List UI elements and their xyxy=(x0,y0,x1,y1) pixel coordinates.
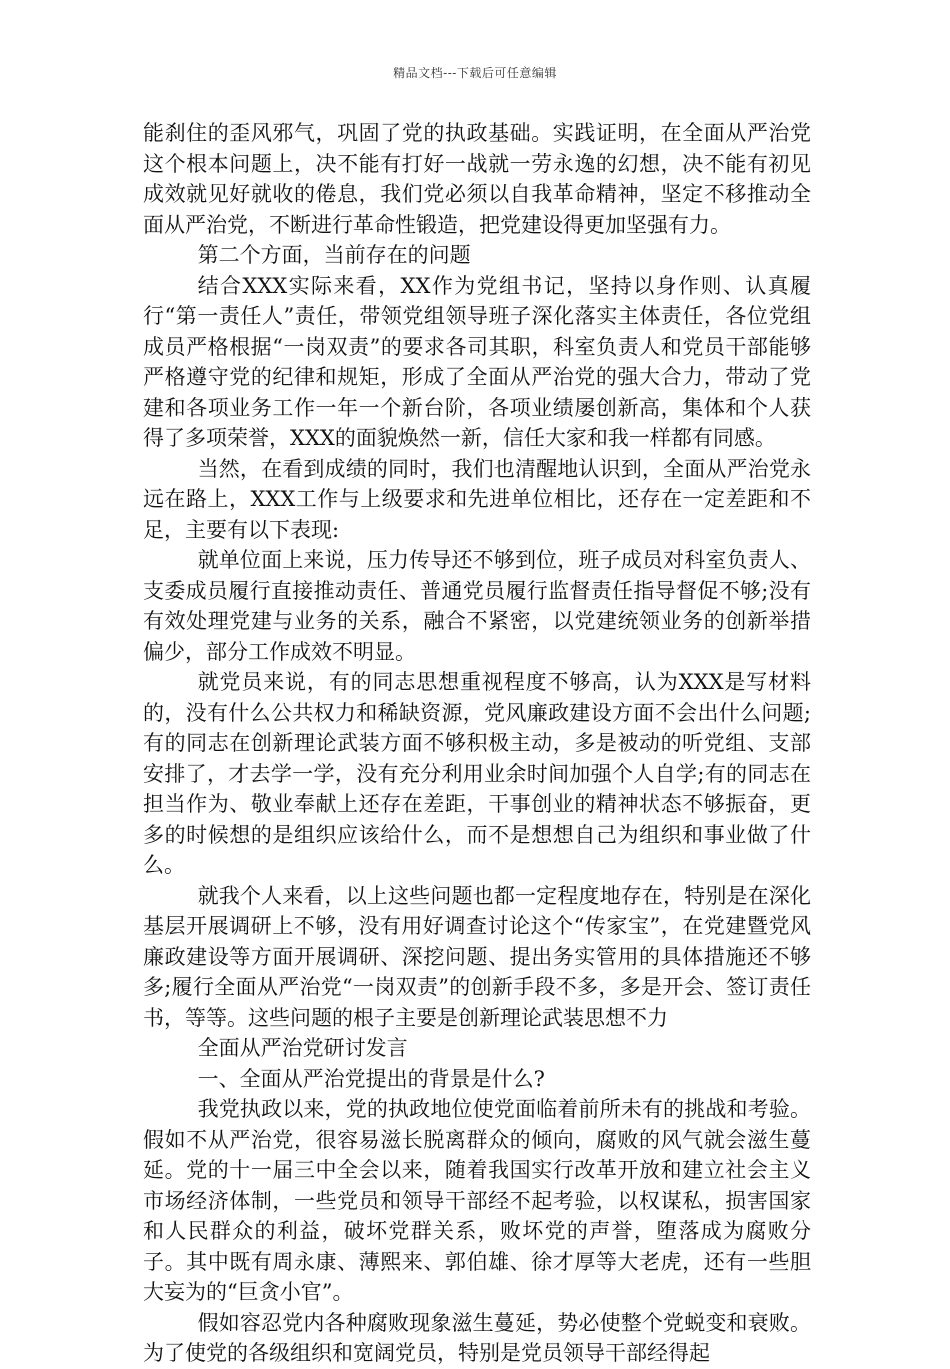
paragraph: 假如容忍党内各种腐败现象滋生蔓延，势必使整个党蜕变和衰败。为了使党的各级组织和宽阔党员，特别是党员领导干部经得起 xyxy=(143,1310,811,1365)
paragraph: 我党执政以来，党的执政地位使党面临着前所未有的挑战和考验。假如不从严治党，很容易滋长脱离群众的倾向，腐败的风气就会滋生蔓延。党的十一届三中全会以来，随着我国实行改革开放和建立社会主义市场经济体制，一些党员和领导干部经不起考验，以权谋私，损害国家和人民群众的利益，破坏党群关系，败坏党的声誉，堕落成为腐败分子。其中既有周永康、薄熙来、郭伯雄、徐才厚等大老虎，还有一些胆大妄为的“巨贪小官”。 xyxy=(143,1097,811,1304)
page-header: 精品文档---下载后可任意编辑 xyxy=(393,66,557,80)
paragraph: 就党员来说，有的同志思想重视程度不够高，认为XXX是写材料的，没有什么公共权力和稀缺资源，党风廉政建设方面不会出什么问题;有的同志在创新理论武装方面不够积极主动，多是被动的听党组、支部安排了，才去学一学，没有充分利用业余时间加强个人自学;有的同志在担当作为、敬业奉献上还存在差距，干事创业的精神状态不够振奋，更多的时候想的是组织应该给什么，而不是想想自己为组织和事业做了什么。 xyxy=(143,670,811,877)
paragraph-continuation: 能刹住的歪风邪气，巩固了党的执政基础。实践证明，在全面从严治党这个根本问题上，决不能有打好一战就一劳永逸的幻想，决不能有初见成效就见好就收的倦息，我们党必须以自我革命精神，坚定不移推动全面从严治党，不断进行革命性锻造，把党建设得更加坚强有力。 xyxy=(143,121,811,237)
paragraph: 就单位面上来说，压力传导还不够到位，班子成员对科室负责人、支委成员履行直接推动责任、普通党员履行监督责任指导督促不够;没有有效处理党建与业务的关系，融合不紧密，以党建统领业务的创新举措偏少，部分工作成效不明显。 xyxy=(143,548,811,664)
paragraph: 当然，在看到成绩的同时，我们也清醒地认识到，全面从严治党永远在路上，XXX工作与上级要求和先进单位相比，还存在一定差距和不足，主要有以下表现: xyxy=(143,456,811,542)
section-heading-current-problems: 第二个方面，当前存在的问题 xyxy=(197,243,471,267)
document-subtitle: 全面从严治党研讨发言 xyxy=(197,1036,408,1060)
paragraph: 结合XXX实际来看，XX作为党组书记，坚持以身作则、认真履行“第一责任人”责任，带领党组领导班子深化落实主体责任，各位党组成员严格根据“一岗双责”的要求各司其职，科室负责人和党员干部能够严格遵守党的纪律和规矩，形成了全面从严治党的强大合力，带动了党建和各项业务工作一年一个新台阶，各项业绩屡创新高，集体和个人获得了多项荣誉，XXX的面貌焕然一新，信任大家和我一样都有同感。 xyxy=(143,273,811,450)
paragraph: 就我个人来看，以上这些问题也都一定程度地存在，特别是在深化基层开展调研上不够，没有用好调查讨论这个“传家宝”，在党建暨党风廉政建设等方面开展调研、深挖问题、提出务实管用的具体措施还不够多;履行全面从严治党“一岗双责”的创新手段不多，多是开会、签订责任书，等等。这些问题的根子主要是创新理论武装思想不力 xyxy=(143,883,811,1030)
section-heading-background: 一、全面从严治党提出的背景是什么? xyxy=(197,1066,545,1091)
document-body xyxy=(143,118,811,1369)
